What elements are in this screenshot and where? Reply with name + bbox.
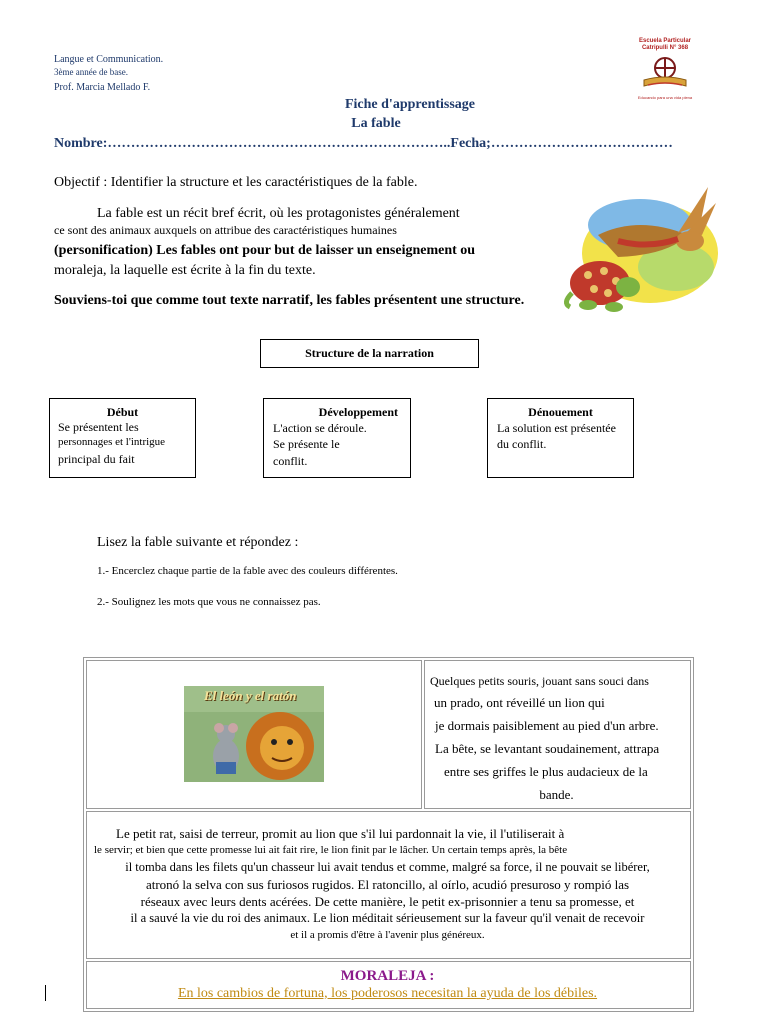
name-date-line: Nombre:………………………………………………………………..Fecha;………………………………… — [54, 136, 673, 151]
intro-line-1: La fable est un récit bref écrit, où les protagonistes généralement — [97, 206, 460, 221]
structure-box-line: Se présentent les — [58, 420, 139, 434]
structure-box-title: Début — [106, 405, 139, 419]
header-teacher: Prof. Marcia Mellado F. — [54, 82, 151, 93]
intro-line-3: (personification) Les fables ont pour but de laisser un enseignement ou — [54, 243, 476, 258]
fable-body-line: atronó la selva con sus furiosos rugidos. El ratoncillo, al oírlo, acudió presuroso y rompió las — [145, 877, 630, 892]
structure-box-line: principal du fait — [58, 452, 135, 466]
page-title: Fiche d'apprentissage — [344, 97, 476, 112]
fable-body-line: Le petit rat, saisi de terreur, promit au lion que s'il lui pardonnait la vie, il l'utiliserait à — [116, 826, 565, 841]
fable-intro-line: Quelques petits souris, jouant sans souci dans — [430, 674, 649, 688]
logo-line1: Escuela Particular — [638, 38, 692, 44]
page-subtitle: La fable — [351, 116, 401, 131]
structure-box-developpement — [263, 398, 411, 478]
fable-body-text — [86, 825, 689, 943]
structure-box-line: personnages et l'intrigue — [58, 436, 166, 448]
fable-body-line: le servir; et bien que cette promesse lui ait fait rire, le lion finit par le lâcher. Un certain temps après, la bête — [94, 844, 568, 856]
lion-mouse-picture — [184, 686, 324, 782]
objective: Objectif : Identifier la structure et les caractéristiques de la fable. — [54, 175, 418, 190]
structure-box-title: Développement — [318, 405, 398, 419]
instruction-item-2: 2.- Soulignez les mots que vous ne connaissez pas. — [97, 596, 321, 608]
intro-line-2: ce sont des animaux auxquels on attribue des caractéristiques humaines — [54, 223, 397, 237]
intro-line-4: moraleja, la laquelle est écrite à la fin du texte. — [54, 263, 316, 278]
structure-box-line: du conflit. — [497, 437, 547, 451]
fable-intro-text — [424, 671, 689, 806]
structure-box-denouement — [487, 398, 634, 478]
fable-intro-line: je dormais paisiblement au pied d'un arbre. — [435, 718, 659, 733]
fable-body-line: réseaux avec leurs dents acérées. De cette manière, le petit ex-prisonnier a tenu sa promesse, et — [140, 894, 635, 909]
fable-intro-line: bande. — [539, 787, 574, 802]
structure-box-title: Dénouement — [528, 405, 593, 419]
header-grade: 3ème année de base. — [54, 67, 128, 77]
fable-body-line: il tomba dans les filets qu'un chasseur lui avait tendus et comme, malgré sa force, il ne pouvait se libérer, — [125, 860, 650, 874]
structure-box-line: La solution est présentée — [497, 421, 616, 435]
moral-text: En los cambios de fortuna, los poderosos necesitan la ayuda de los débiles. — [177, 986, 598, 1001]
header-subject: Langue et Communication. — [54, 54, 164, 65]
school-logo — [634, 38, 696, 98]
logo-line2: Catripulli N° 368 — [641, 45, 689, 51]
structure-box-line: L'action se déroule. — [273, 421, 367, 435]
fable-body-line: il a sauvé la vie du roi des animaux. Le lion méditait sérieusement sur la faveur qu'il venait de recevoir — [130, 911, 645, 925]
structure-box-line: Se présente le — [273, 437, 340, 451]
structure-box-debut — [49, 398, 196, 478]
moral-title: MORALEJA : — [340, 968, 435, 984]
text-cursor — [45, 985, 46, 1001]
logo-caption: Educando para una vida plena — [637, 95, 693, 100]
fable-body-line: et il a promis d'être à l'avenir plus généreux. — [290, 929, 485, 941]
header-info — [54, 53, 163, 94]
structure-title: Structure de la narration — [260, 339, 479, 368]
fable-intro-line: un prado, ont réveillé un lion qui — [434, 695, 605, 710]
instructions-lead: Lisez la fable suivante et répondez : — [97, 535, 299, 550]
fable-intro-line: entre ses griffes le plus audacieux de la — [444, 764, 648, 779]
instruction-item-1: 1.- Encerclez chaque partie de la fable avec des couleurs différentes. — [97, 565, 398, 577]
tortoise-hare-illustration — [558, 175, 718, 320]
fable-intro-line: La bête, se levantant soudainement, attrapa — [435, 741, 660, 756]
structure-box-line: conflit. — [273, 454, 308, 468]
book-cross-icon — [634, 52, 696, 92]
picture-title: El león y el ratón — [204, 688, 297, 703]
remember-note: Souviens-toi que comme tout texte narratif, les fables présentent une structure. — [54, 293, 525, 308]
